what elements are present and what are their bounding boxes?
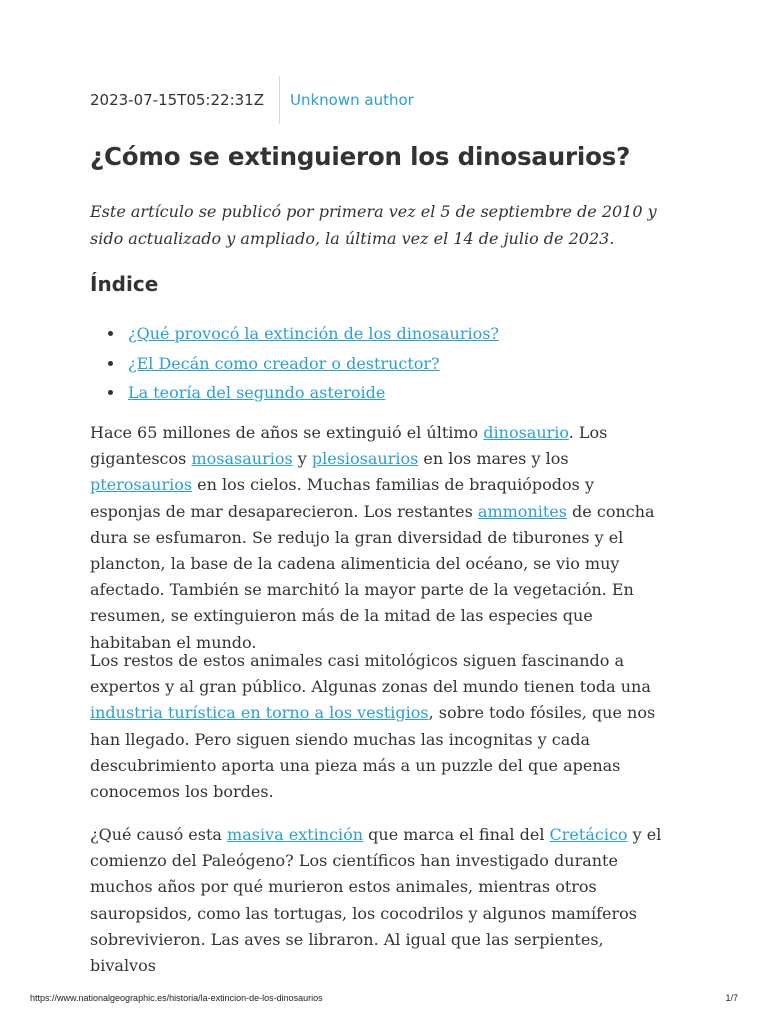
paragraph-text: y xyxy=(292,449,312,469)
bullet-icon xyxy=(108,361,113,366)
article-title: ¿Cómo se extinguieron los dinosaurios? xyxy=(90,142,631,171)
toc-item xyxy=(128,319,499,349)
toc-item xyxy=(128,378,499,408)
toc-link-causes[interactable]: ¿Qué provocó la extinción de los dinosaurios? xyxy=(128,324,499,343)
article-lead: Este artículo se publicó por primera vez el 5 de septiembre de 2010 y sido actualizado y ampliado, la última vez el 14 de julio de 2023. xyxy=(90,202,657,248)
paragraph-text: Hace 65 millones de años se extinguió el último xyxy=(90,423,484,442)
paragraph-1 xyxy=(90,420,665,656)
link-masiva-extincion[interactable]: masiva extinción xyxy=(227,825,364,844)
article-meta xyxy=(90,76,414,124)
link-ammonites[interactable]: ammonites xyxy=(477,501,567,521)
toc-heading: Índice xyxy=(90,272,159,296)
link-industria-turistica[interactable]: industria turística en torno a los vestigios xyxy=(90,703,429,723)
page-number: 1/7 xyxy=(725,993,738,1003)
author-link[interactable]: Unknown author xyxy=(289,91,414,109)
publish-date: 2023-07-15T05:22:31Z xyxy=(90,91,264,109)
toc-link-decan[interactable]: ¿El Decán como creador o destructor? xyxy=(128,353,440,373)
paragraph-3 xyxy=(90,822,665,979)
bullet-icon xyxy=(108,390,113,395)
toc-link-second-asteroid[interactable]: La teoría del segundo asteroide xyxy=(128,383,386,402)
bullet-icon xyxy=(108,331,113,336)
paragraph-text: , sobre todo fósiles, que nos han llegado. Pero siguen siendo muchas las incognitas y cada descubrimiento aporta una pieza más a un puzzle del que apenas conocemos los bordes. xyxy=(90,703,656,802)
source-url: https://www.nationalgeographic.es/historia/la-extincion-de-los-dinosaurios xyxy=(30,993,323,1003)
print-footer xyxy=(30,993,738,1003)
paragraph-text: ¿Qué causó esta xyxy=(90,825,228,844)
paragraph-2 xyxy=(90,648,665,805)
paragraph-text: en los cielos. Muchas familias de braquiópodos y esponjas de mar desaparecieron. Los restantes xyxy=(90,475,594,521)
paragraph-text: en los mares y los xyxy=(418,449,569,469)
link-plesiosaurios[interactable]: plesiosaurios xyxy=(311,449,419,469)
paragraph-text: . Los gigantescos xyxy=(90,423,608,469)
link-cretacico[interactable]: Cretácico xyxy=(549,825,628,844)
table-of-contents xyxy=(90,319,499,408)
toc-item xyxy=(128,349,499,379)
link-pterosaurios[interactable]: pterosaurios xyxy=(90,475,193,495)
paragraph-text: que marca el final del xyxy=(363,825,550,844)
paragraph-text: de concha dura se esfumaron. Se redujo la gran diversidad de tiburones y el plancton, la base de la cadena alimenticia del océano, se vio muy afectado. También se marchitó la mayor parte de la vegetación. En resumen, se extinguieron más de la mitad de las especies que habitaban el mundo. xyxy=(90,501,655,652)
link-mosasaurios[interactable]: mosasaurios xyxy=(191,449,293,469)
paragraph-text: Los restos de estos animales casi mitológicos siguen fascinando a expertos y al gran público. Algunas zonas del mundo tienen toda una xyxy=(90,651,651,697)
paragraph-text: y el comienzo del Paleógeno? Los científicos han investigado durante muchos años por qué murieron estos animales, mientras otros sauropsidos, como las tortugas, los cocodrilos y algunos mamíferos sobrevivieron. Las aves se libraron. Al igual que las serpientes, bivalvos xyxy=(90,825,662,976)
link-dinosaurio[interactable]: dinosaurio xyxy=(483,423,569,442)
